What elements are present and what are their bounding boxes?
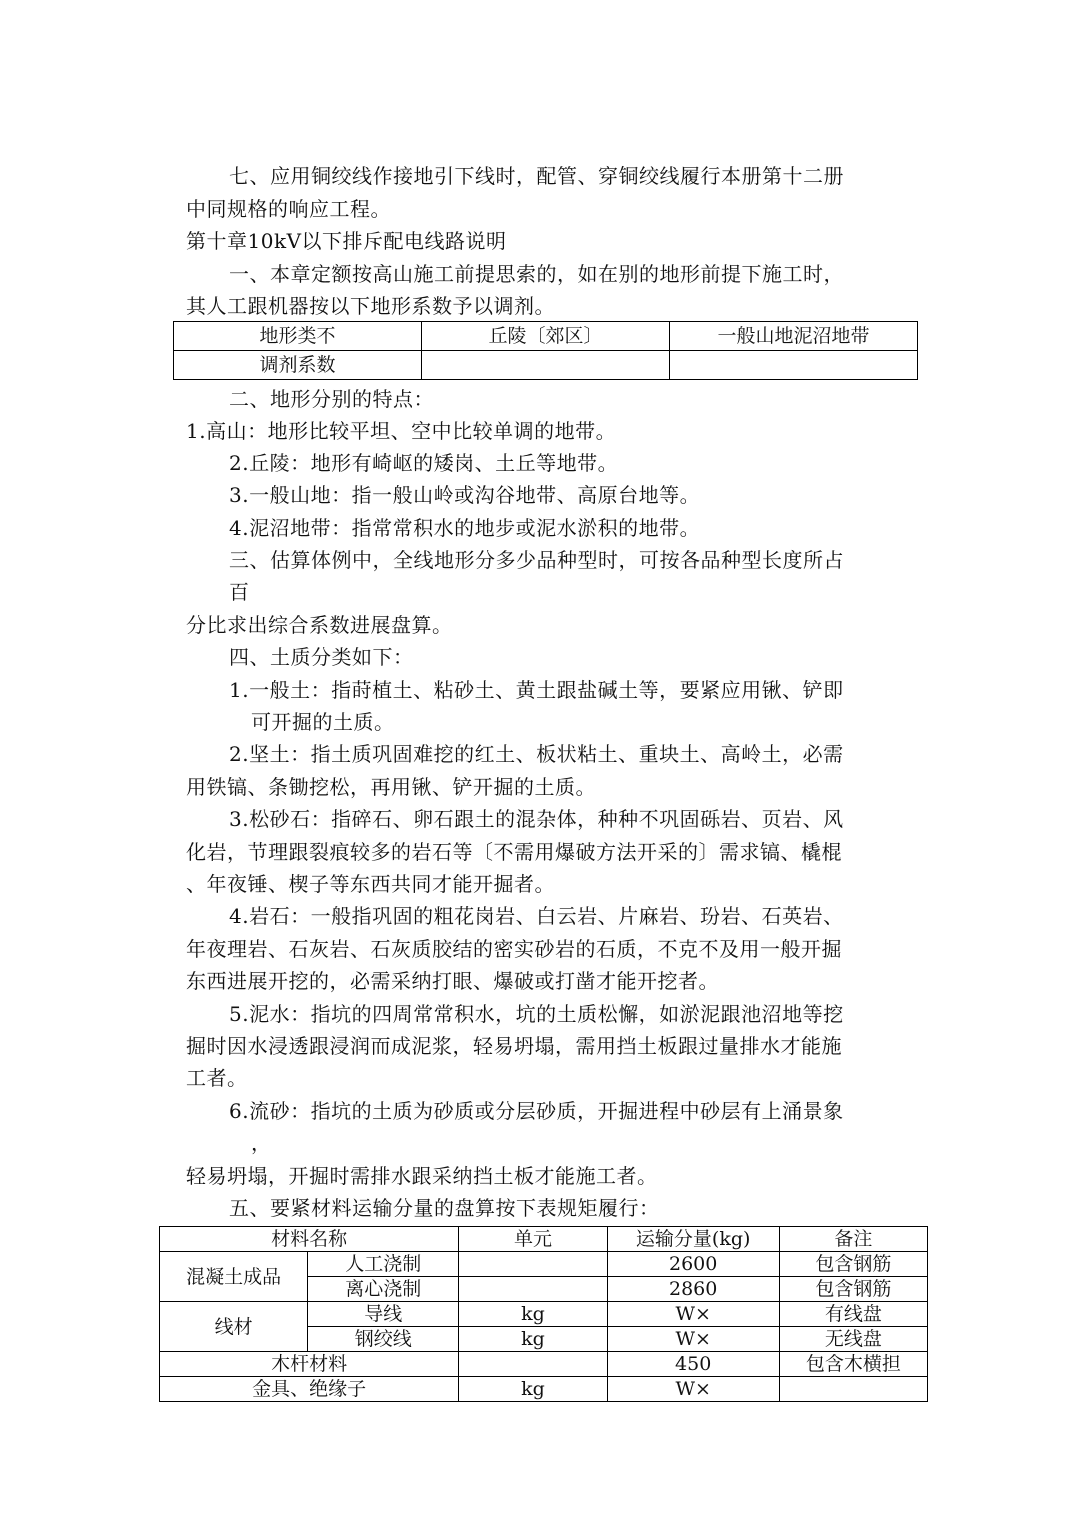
table-cell bbox=[459, 1277, 607, 1302]
table-cell: 木杆材料 bbox=[160, 1352, 459, 1377]
paragraph-line: 化岩，节理跟裂痕较多的岩石等〔不需用爆破方法开采的〕需求镐、橇棍 bbox=[186, 840, 842, 864]
material-weight-table bbox=[159, 1226, 928, 1402]
paragraph-line: 百 bbox=[229, 580, 250, 604]
paragraph-line: 工者。 bbox=[186, 1066, 248, 1090]
table-cell bbox=[459, 1252, 607, 1277]
table-cell: 离心浇制 bbox=[308, 1277, 459, 1302]
table-row bbox=[174, 322, 918, 351]
paragraph-line: 东西进展开挖的，必需采纳打眼、爆破或打凿才能开挖者。 bbox=[186, 969, 719, 993]
table-header-cell: 丘陵〔郊区〕 bbox=[421, 322, 669, 351]
paragraph-line: 年夜理岩、石灰岩、石灰质胶结的密实砂岩的石质，不克不及用一般开掘 bbox=[186, 937, 842, 961]
paragraph-line: 1.一般土：指莳植土、粘砂土、黄土跟盐碱土等，要紧应用锹、铲即 bbox=[229, 678, 844, 702]
table-group-cell: 混凝土成品 bbox=[160, 1252, 308, 1302]
table-header-cell: 一般山地泥沼地带 bbox=[670, 322, 918, 351]
table-header-cell: 单元 bbox=[459, 1227, 607, 1252]
paragraph-line: 用铁镐、条锄挖松，再用锹、铲开掘的土质。 bbox=[186, 775, 596, 799]
paragraph-line: 可开掘的土质。 bbox=[251, 710, 395, 734]
paragraph-line: 3.一般山地：指一般山岭或沟谷地带、高原台地等。 bbox=[229, 483, 701, 507]
table-row bbox=[160, 1252, 928, 1277]
paragraph-line: 一、本章定额按高山施工前提思索的，如在别的地形前提下施工时， bbox=[229, 262, 844, 286]
paragraph-line: 二、地形分别的特点： bbox=[229, 387, 434, 411]
table-cell: 包含钢筋 bbox=[779, 1252, 927, 1277]
table-cell: kg bbox=[459, 1377, 607, 1402]
table-cell: kg bbox=[459, 1327, 607, 1352]
table-cell: 导线 bbox=[308, 1302, 459, 1327]
chapter-heading: 第十章10kV以下排斥配电线路说明 bbox=[186, 229, 507, 253]
table-row bbox=[174, 351, 918, 380]
table-cell: 钢绞线 bbox=[308, 1327, 459, 1352]
paragraph-line: 4.泥沼地带：指常常积水的地步或泥水淤积的地带。 bbox=[229, 516, 701, 540]
paragraph-line: 四、土质分类如下： bbox=[229, 645, 414, 669]
paragraph-line: 6.流砂：指坑的土质为砂质或分层砂质，开掘进程中砂层有上涌景象 bbox=[229, 1099, 844, 1123]
table-cell: 调剂系数 bbox=[174, 351, 422, 380]
table-header-cell: 备注 bbox=[779, 1227, 927, 1252]
table-cell: W× bbox=[607, 1302, 779, 1327]
paragraph-line: 2.坚土：指土质巩固难挖的红土、板状粘土、重块土、高岭土，必需 bbox=[229, 742, 844, 766]
table-cell: 2600 bbox=[607, 1252, 779, 1277]
paragraph-line: 七、应用铜绞线作接地引下线时，配管、穿铜绞线履行本册第十二册 bbox=[229, 164, 844, 188]
table-row bbox=[160, 1302, 928, 1327]
paragraph-line: 5.泥水：指坑的四周常常积水，坑的土质松懈，如淤泥跟池沼地等挖 bbox=[229, 1002, 844, 1026]
paragraph-line: ， bbox=[251, 1131, 272, 1155]
table-cell: 450 bbox=[607, 1352, 779, 1377]
terrain-coefficient-table bbox=[173, 321, 918, 380]
paragraph-line: 3.松砂石：指碎石、卵石跟土的混杂体，种种不巩固砾岩、页岩、风 bbox=[229, 807, 844, 831]
table-header-cell: 地形类不 bbox=[174, 322, 422, 351]
table-cell: 包含钢筋 bbox=[779, 1277, 927, 1302]
table-row bbox=[160, 1352, 928, 1377]
paragraph-line: 三、估算体例中，全线地形分多少品种型时，可按各品种型长度所占 bbox=[229, 548, 844, 572]
paragraph-line: 、年夜锤、楔子等东西共同才能开掘者。 bbox=[186, 872, 555, 896]
table-header-cell: 运输分量(kg) bbox=[607, 1227, 779, 1252]
table-group-cell: 线材 bbox=[160, 1302, 308, 1352]
table-cell: W× bbox=[607, 1327, 779, 1352]
table-cell: kg bbox=[459, 1302, 607, 1327]
table-header-cell: 材料名称 bbox=[160, 1227, 459, 1252]
table-cell: W× bbox=[607, 1377, 779, 1402]
paragraph-line: 1.高山：地形比较平坦、空中比较单调的地带。 bbox=[186, 419, 617, 443]
table-cell: 人工浇制 bbox=[308, 1252, 459, 1277]
table-cell bbox=[459, 1352, 607, 1377]
paragraph-line: 2.丘陵：地形有崎岖的矮岗、土丘等地带。 bbox=[229, 451, 619, 475]
paragraph-line: 其人工跟机器按以下地形系数予以调剂。 bbox=[186, 294, 555, 318]
paragraph-line: 五、要紧材料运输分量的盘算按下表规矩履行： bbox=[229, 1196, 660, 1220]
paragraph-line: 轻易坍塌，开掘时需排水跟采纳挡土板才能施工者。 bbox=[186, 1164, 658, 1188]
table-cell bbox=[779, 1377, 927, 1402]
table-row bbox=[160, 1227, 928, 1252]
table-cell: 2860 bbox=[607, 1277, 779, 1302]
table-cell: 无线盘 bbox=[779, 1327, 927, 1352]
table-cell: 包含木横担 bbox=[779, 1352, 927, 1377]
table-cell bbox=[421, 351, 669, 380]
table-cell bbox=[670, 351, 918, 380]
paragraph-line: 掘时因水浸透跟浸润而成泥浆，轻易坍塌，需用挡土板跟过量排水才能施 bbox=[186, 1034, 842, 1058]
table-cell: 有线盘 bbox=[779, 1302, 927, 1327]
table-cell: 金具、绝缘子 bbox=[160, 1377, 459, 1402]
paragraph-line: 4.岩石：一般指巩固的粗花岗岩、白云岩、片麻岩、玢岩、石英岩、 bbox=[229, 904, 844, 928]
paragraph-line: 中同规格的响应工程。 bbox=[186, 197, 391, 221]
table-row bbox=[160, 1377, 928, 1402]
paragraph-line: 分比求出综合系数进展盘算。 bbox=[186, 613, 453, 637]
